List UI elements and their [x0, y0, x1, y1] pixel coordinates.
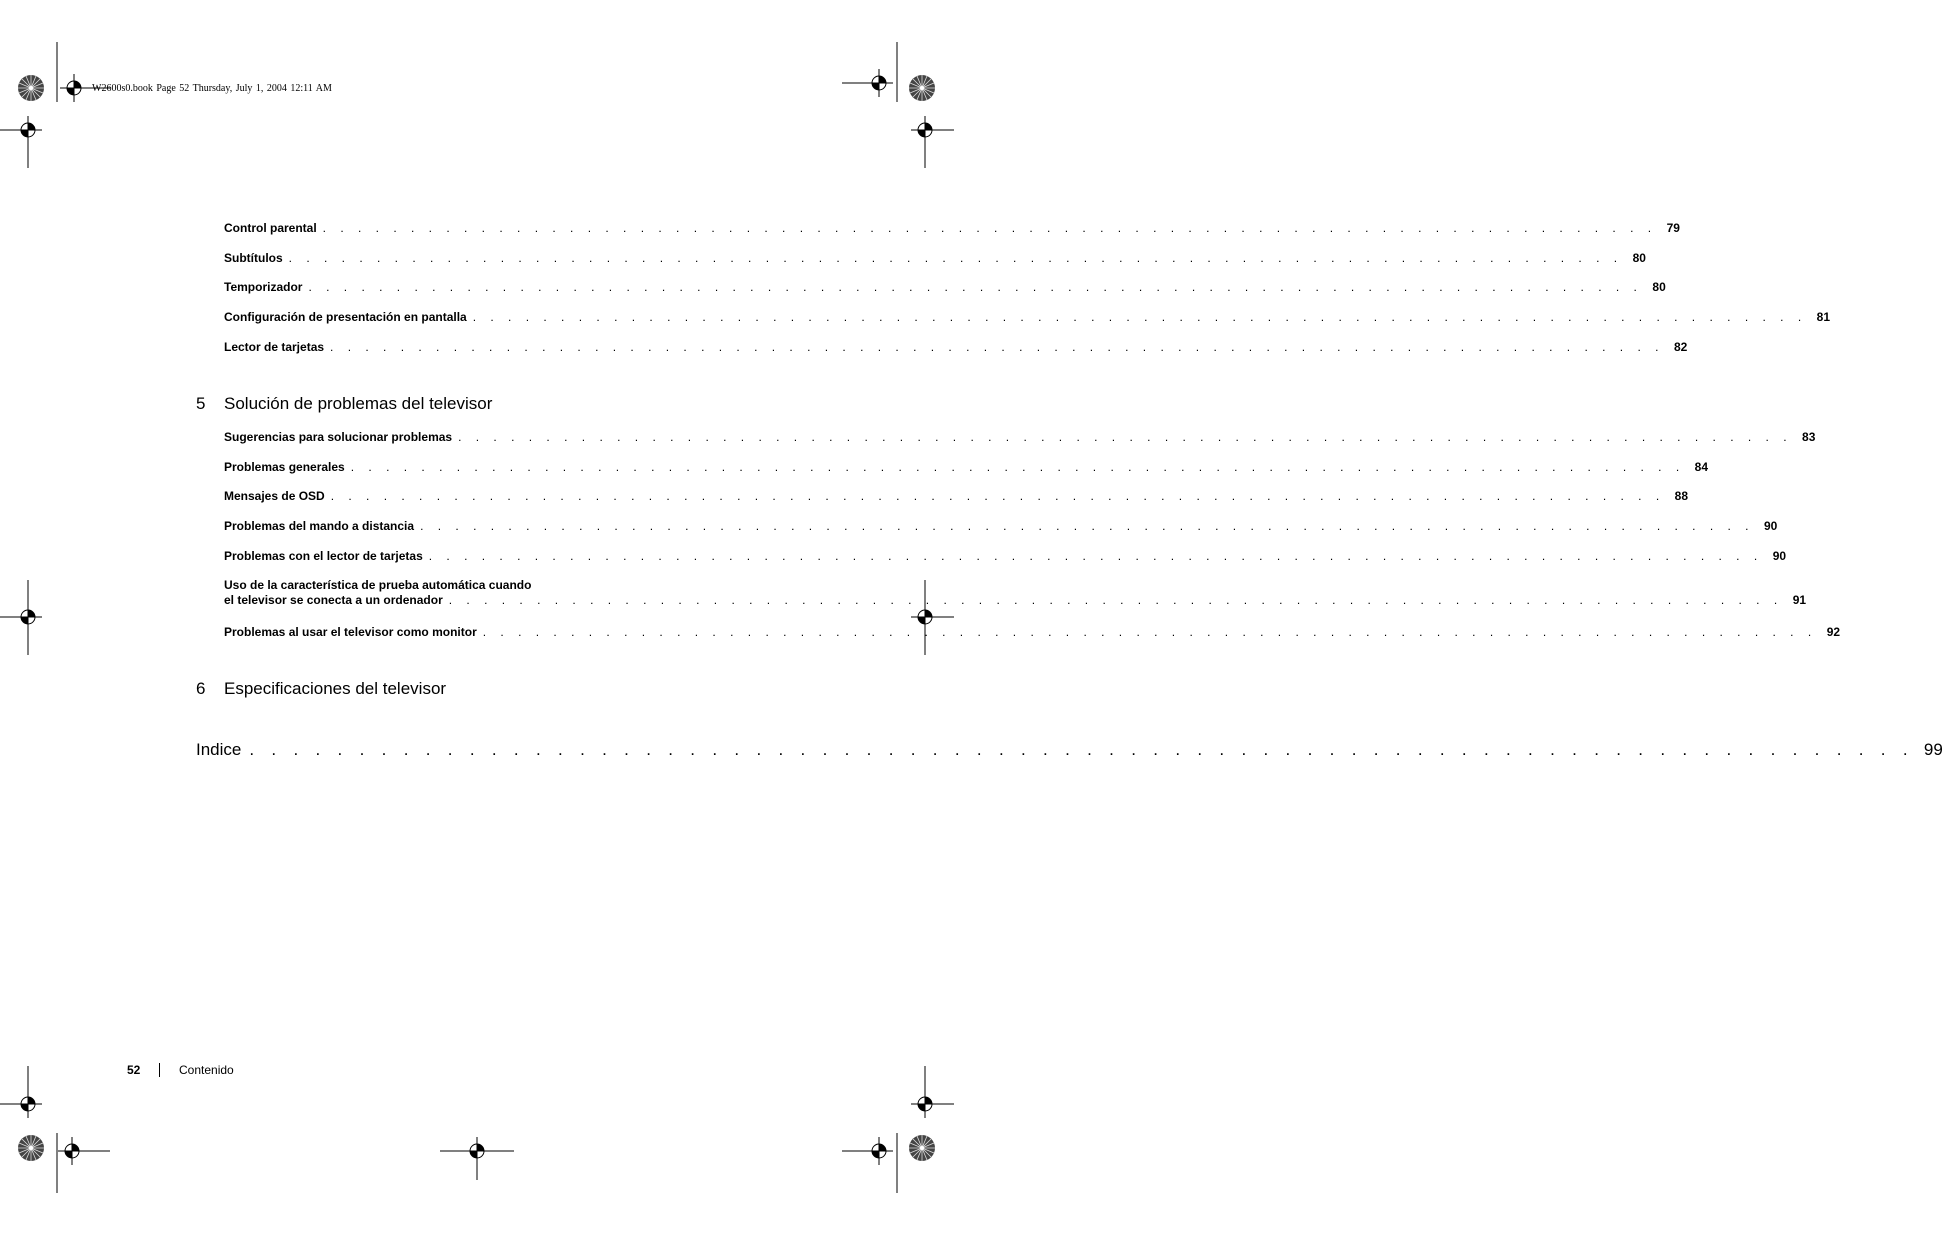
toc-entry[interactable] — [224, 310, 1831, 325]
star-target-icon — [18, 1135, 44, 1161]
toc-page-number: 84 — [1694, 460, 1709, 474]
footer-section-name: Contenido — [179, 1063, 234, 1077]
toc-entry[interactable] — [224, 280, 1666, 295]
dot-leader: . . . . . . . . . . . . . . . . . . . . . . . . . . . . . . . . . . . . . . . . . . . . . . . . . . . . . . . . . . . . . . . . . . . . . . . . . . . . — [308, 280, 1643, 294]
toc-page-number: 99 — [1923, 740, 1943, 759]
registration-marks — [0, 0, 954, 1235]
toc-entry-label: Problemas del mando a distancia — [224, 519, 415, 533]
toc-page-number: 92 — [1826, 625, 1841, 639]
toc-entry-label: Problemas generales — [224, 460, 345, 474]
dot-leader: . . . . . . . . . . . . . . . . . . . . . . . . . . . . . . . . . . . . . . . . . . . . . . . . . . . . . . . . . . . . . . . . . . . . . . . . . . . . — [350, 460, 1685, 474]
toc-page-number: 90 — [1772, 549, 1787, 563]
toc-entry[interactable] — [224, 430, 1816, 445]
toc-entry[interactable] — [224, 519, 1778, 534]
toc-page-number: 80 — [1652, 280, 1666, 294]
toc-entry-label: Indice — [196, 740, 242, 759]
footer-page-number: 52 — [127, 1063, 141, 1077]
toc-entry-label: Uso de la característica de prueba automática cuando — [224, 578, 532, 592]
toc-entry-label: Problemas al usar el televisor como monitor — [224, 625, 477, 639]
toc-entry-label: Problemas con el lector de tarjetas — [224, 549, 423, 563]
dot-leader: . . . . . . . . . . . . . . . . . . . . . . . . . . . . . . . . . . . . . . . . . . . . . . . . . . . . . . . . . . . . . . . . . . . . . . . . . . . . — [448, 593, 1783, 607]
toc-entry[interactable] — [224, 221, 1680, 236]
toc-entry[interactable] — [224, 549, 1787, 564]
toc-entry-label: Sugerencias para solucionar problemas — [224, 430, 453, 444]
toc-entry[interactable] — [224, 489, 1689, 504]
dot-leader: . . . . . . . . . . . . . . . . . . . . . . . . . . . . . . . . . . . . . . . . . . . . . . . . . . . . . . . . . . . . . . . . . . . . . . . . . . . . — [420, 519, 1754, 533]
toc-entry-label: el televisor se conecta a un ordenador — [224, 593, 443, 607]
star-target-icon — [18, 75, 44, 101]
toc-entry[interactable] — [224, 625, 1841, 640]
dot-leader: . . . . . . . . . . . . . . . . . . . . . . . . . . . . . . . . . . . . . . . . . . . . . . . . . . . . . . . . . . . . . . . . . . . . . . . . . . . . — [330, 340, 1664, 354]
footer-separator — [159, 1063, 160, 1077]
toc-entry[interactable] — [224, 340, 1688, 355]
dot-leader: . . . . . . . . . . . . . . . . . . . . . . . . . . . . . . . . . . . . . . . . . . . . . . . . . . . . . . . . . . . . . . . . . . . . . . . . . . . . — [249, 740, 1914, 759]
dot-leader: . . . . . . . . . . . . . . . . . . . . . . . . . . . . . . . . . . . . . . . . . . . . . . . . . . . . . . . . . . . . . . . . . . . . . . . . . . . . — [288, 251, 1623, 265]
toc-page-number: 88 — [1674, 489, 1689, 503]
star-target-icon — [909, 1135, 935, 1161]
toc-page-number: 90 — [1764, 519, 1778, 533]
dot-leader: . . . . . . . . . . . . . . . . . . . . . . . . . . . . . . . . . . . . . . . . . . . . . . . . . . . . . . . . . . . . . . . . . . . . . . . . . . . . — [458, 430, 1793, 444]
toc-index-entry[interactable] — [196, 740, 1943, 760]
toc-entry[interactable] — [224, 578, 1807, 608]
star-target-icon — [909, 75, 935, 101]
chapter-number: 6 — [196, 679, 206, 698]
chapter-number: 5 — [196, 394, 206, 413]
toc-page-number: 80 — [1632, 251, 1646, 265]
toc-entry-label: Mensajes de OSD — [224, 489, 325, 503]
toc-page-number: 82 — [1673, 340, 1688, 354]
dot-leader: . . . . . . . . . . . . . . . . . . . . . . . . . . . . . . . . . . . . . . . . . . . . . . . . . . . . . . . . . . . . . . . . . . . . . . . . . . . . — [482, 625, 1817, 639]
toc-page-number: 83 — [1802, 430, 1816, 444]
toc-entry-label: Lector de tarjetas — [224, 340, 325, 354]
toc-entry-label: Temporizador — [224, 280, 303, 294]
toc-page-number: 79 — [1666, 221, 1680, 235]
dot-leader: . . . . . . . . . . . . . . . . . . . . . . . . . . . . . . . . . . . . . . . . . . . . . . . . . . . . . . . . . . . . . . . . . . . . . . . . . . . . — [322, 221, 1657, 235]
toc-entry-label: Control parental — [224, 221, 317, 235]
toc-page-number: 91 — [1792, 593, 1807, 607]
print-header: W2600s0.book Page 52 Thursday, July 1, 2004 12:11 AM — [92, 83, 332, 94]
chapter-title: Especificaciones del televisor — [224, 679, 447, 698]
chapter-heading[interactable] — [196, 394, 492, 414]
toc-entry[interactable] — [224, 460, 1709, 475]
toc-page-number: 81 — [1816, 310, 1831, 324]
toc-entry-label: Configuración de presentación en pantalla — [224, 310, 467, 324]
chapter-title: Solución de problemas del televisor — [224, 394, 493, 413]
toc-entry[interactable] — [224, 251, 1646, 266]
toc-entry-label: Subtítulos — [224, 251, 283, 265]
dot-leader: . . . . . . . . . . . . . . . . . . . . . . . . . . . . . . . . . . . . . . . . . . . . . . . . . . . . . . . . . . . . . . . . . . . . . . . . . . . . — [472, 310, 1807, 324]
chapter-heading[interactable] — [196, 679, 446, 699]
dot-leader: . . . . . . . . . . . . . . . . . . . . . . . . . . . . . . . . . . . . . . . . . . . . . . . . . . . . . . . . . . . . . . . . . . . . . . . . . . . . — [428, 549, 1763, 563]
dot-leader: . . . . . . . . . . . . . . . . . . . . . . . . . . . . . . . . . . . . . . . . . . . . . . . . . . . . . . . . . . . . . . . . . . . . . . . . . . . . — [330, 489, 1665, 503]
